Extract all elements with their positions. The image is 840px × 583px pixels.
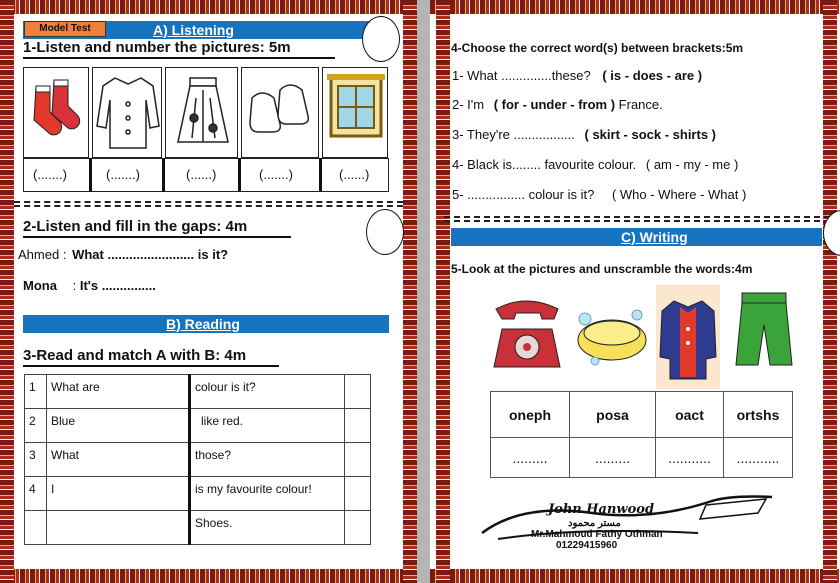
q4-title: 4-Choose the correct word(s) between brackets:5m bbox=[451, 41, 744, 55]
signature-name: Mr.Mahmoud Fathy Othman bbox=[531, 529, 663, 540]
table-row: ......... ......... ........... ........... bbox=[491, 438, 793, 478]
q4-item-3: 3- They're ................. ( skirt - sock - shirts ) bbox=[452, 127, 716, 142]
model-test-tag: Model Test bbox=[24, 21, 106, 37]
telephone-icon bbox=[494, 301, 560, 367]
q1-picture-skirt bbox=[165, 67, 238, 158]
top-border bbox=[430, 0, 840, 14]
q4-item-4: 4- Black is........ favourite colour. ( am - my - me ) bbox=[452, 157, 739, 172]
shorts-icon bbox=[736, 293, 792, 365]
q4-options-3[interactable]: ( skirt - sock - shirts ) bbox=[584, 127, 716, 142]
socks-icon bbox=[34, 80, 80, 135]
q5-title: 5-Look at the pictures and unscramble the words:4m bbox=[451, 262, 753, 276]
listening-header: A) Listening bbox=[23, 21, 389, 39]
left-border bbox=[436, 0, 450, 583]
writing-header: C) Writing bbox=[451, 228, 822, 246]
table-row: 1 What are colour is it? bbox=[25, 375, 371, 409]
q5-picture-coat bbox=[656, 285, 720, 389]
section-divider bbox=[14, 201, 403, 203]
q2-title: 2-Listen and fill in the gaps: 4m bbox=[23, 218, 247, 235]
q5-picture-shorts bbox=[726, 285, 802, 389]
q4-options-1[interactable]: ( is - does - are ) bbox=[602, 68, 703, 83]
soap-icon bbox=[578, 310, 646, 365]
q1-blank-3[interactable]: (......) bbox=[186, 167, 217, 182]
bottom-border bbox=[430, 569, 840, 583]
signature-script: John Hanwood bbox=[548, 502, 655, 517]
q4-options-5[interactable]: ( Who - Where - What ) bbox=[611, 187, 747, 202]
reading-header: B) Reading bbox=[23, 315, 389, 333]
q5-picture-soap bbox=[571, 285, 653, 389]
q4-options-2[interactable]: ( for - under - from ) bbox=[493, 97, 616, 112]
right-worksheet-page bbox=[430, 0, 840, 583]
q1-title: 1-Listen and number the pictures: 5m bbox=[23, 39, 291, 56]
q4-item-2: 2- I'm ( for - under - from ) France. bbox=[452, 97, 663, 112]
q4-options-4[interactable]: ( am - my - me ) bbox=[645, 157, 739, 172]
q2-speaker-ahmed: Ahmed : What ........................ is it? bbox=[18, 247, 229, 262]
q1-blank-4[interactable]: (.......) bbox=[259, 167, 293, 182]
right-border bbox=[403, 0, 417, 583]
q2-line-2[interactable]: It's ............... bbox=[79, 278, 156, 293]
top-border bbox=[0, 0, 417, 14]
coat-icon bbox=[97, 78, 159, 148]
table-row: Shoes. bbox=[25, 511, 371, 545]
q5-picture-telephone bbox=[488, 285, 566, 389]
right-border bbox=[823, 0, 837, 583]
table-row: 3 What those? bbox=[25, 443, 371, 477]
q1-blank-5[interactable]: (......) bbox=[339, 167, 370, 182]
q2-speaker-mona: Mona : It's ............... bbox=[23, 278, 156, 293]
q3-match-table bbox=[24, 374, 371, 545]
signature-arabic: مستر محمود bbox=[568, 518, 621, 529]
score-circle bbox=[362, 16, 400, 62]
q1-blank-2[interactable]: (.......) bbox=[106, 167, 140, 182]
table-row: oneph posa oact ortshs bbox=[491, 392, 793, 438]
left-border bbox=[0, 0, 14, 583]
bottom-border bbox=[0, 569, 417, 583]
q1-picture-coat bbox=[92, 67, 162, 158]
q1-picture-socks bbox=[23, 67, 89, 158]
score-circle-2 bbox=[366, 209, 404, 255]
q4-item-1: 1- What ..............these? ( is - does - are ) bbox=[452, 68, 703, 83]
q4-item-5: 5- ................ colour is it? ( Who - Where - What ) bbox=[452, 187, 747, 202]
q1-picture-window bbox=[322, 67, 388, 158]
table-row: 2 Blue like red. bbox=[25, 409, 371, 443]
shoes-icon bbox=[250, 85, 308, 132]
window-icon bbox=[327, 74, 385, 136]
q1-picture-shoes bbox=[241, 67, 319, 158]
left-worksheet-page bbox=[0, 0, 417, 583]
signature-phone: 01229415960 bbox=[556, 540, 618, 551]
q3-title: 3-Read and match A with B: 4m bbox=[23, 347, 246, 364]
coat-icon bbox=[660, 301, 716, 379]
q2-line-1[interactable]: What ........................ is it? bbox=[72, 247, 229, 262]
table-row: 4 I is my favourite colour! bbox=[25, 477, 371, 511]
q5-words-table bbox=[490, 391, 793, 478]
skirt-icon bbox=[178, 78, 228, 142]
q1-blank-1[interactable]: (.......) bbox=[33, 167, 67, 182]
section-divider bbox=[444, 216, 840, 218]
